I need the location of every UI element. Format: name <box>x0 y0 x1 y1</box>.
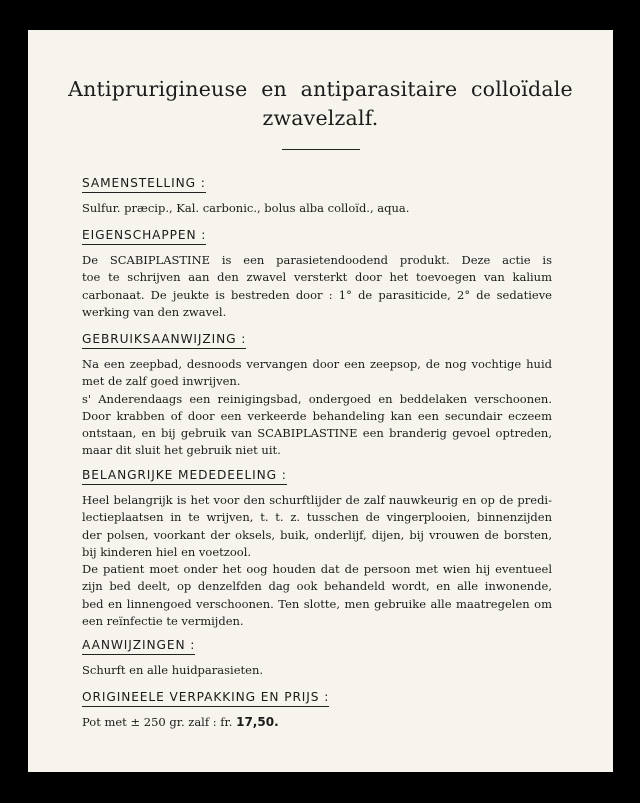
price-value: 17,50. <box>236 715 279 729</box>
section-eigenschappen <box>82 224 552 321</box>
title-line-1: Antiprurigineuse en antiparasitaire colloïdale <box>68 77 573 101</box>
section-verpakking <box>82 686 552 731</box>
section-body: Sulfur. præcip., Kal. carbonic., bolus alba colloïd., aqua. <box>82 201 410 215</box>
section-heading: AANWIJZINGEN : <box>82 638 195 655</box>
section-samenstelling <box>82 172 552 217</box>
section-body: Heel belangrijk is het voor den schurftlijder de zalf nauwkeurig en op de predi- lectieplaatsen in te wrijven, t. t. z. tusschen de vingerplooien, binnenzijden der polsen, voorkant der oksels, buik, onderlijf, dijen, bij vrouwen de borsten, bij kinderen hiel en voetzool. De patient moet onder het oog houden dat de persoon met wien hij eventueel zijn bed deelt, op denzelfden dag ook behandeld wordt, en alle inwonende, bed en linnengoed verschoonen. Ten slotte, men gebruike alle maatregelen om een reïnfectie te vermijden. <box>82 493 552 629</box>
document-title <box>28 75 613 133</box>
section-heading: GEBRUIKSAANWIJZING : <box>82 332 246 349</box>
section-heading: BELANGRIJKE MEDEDEELING : <box>82 468 287 485</box>
title-divider <box>282 149 360 150</box>
section-body: De SCABIPLASTINE is een parasietendoodend produkt. Deze actie is toe te schrijven aan den zwavel versterkt door het toevoegen van kalium carbonaat. De jeukte is bestreden door : 1° de parasiticide, 2° de sedatieve werking van den zwavel. <box>82 253 552 319</box>
section-gebruiksaanwijzing <box>82 328 552 460</box>
title-line-2: zwavelzalf. <box>262 106 379 130</box>
section-heading: EIGENSCHAPPEN : <box>82 228 206 245</box>
section-heading: ORIGINEELE VERPAKKING EN PRIJS : <box>82 690 329 707</box>
section-body: Na een zeepbad, desnoods vervangen door een zeepsop, de nog vochtige huid met de zalf goed inwrijven. s' Anderendaags een reinigingsbad, ondergoed en beddelaken verschoonen. Door krabben of door een verkeerde behandeling kan een secundair eczeem ontstaan, en bij gebruik van SCABIPLASTINE een branderig gevoel optreden, maar dit sluit het gebruik niet uit. <box>82 357 552 458</box>
section-body: Schurft en alle huidparasieten. <box>82 663 264 677</box>
section-heading: SAMENSTELLING : <box>82 176 206 193</box>
document-page <box>28 30 613 772</box>
section-mededeeling <box>82 464 552 630</box>
price-description: Pot met ± 250 gr. zalf : fr. <box>82 715 233 729</box>
section-body <box>82 714 552 731</box>
section-aanwijzingen <box>82 634 552 679</box>
